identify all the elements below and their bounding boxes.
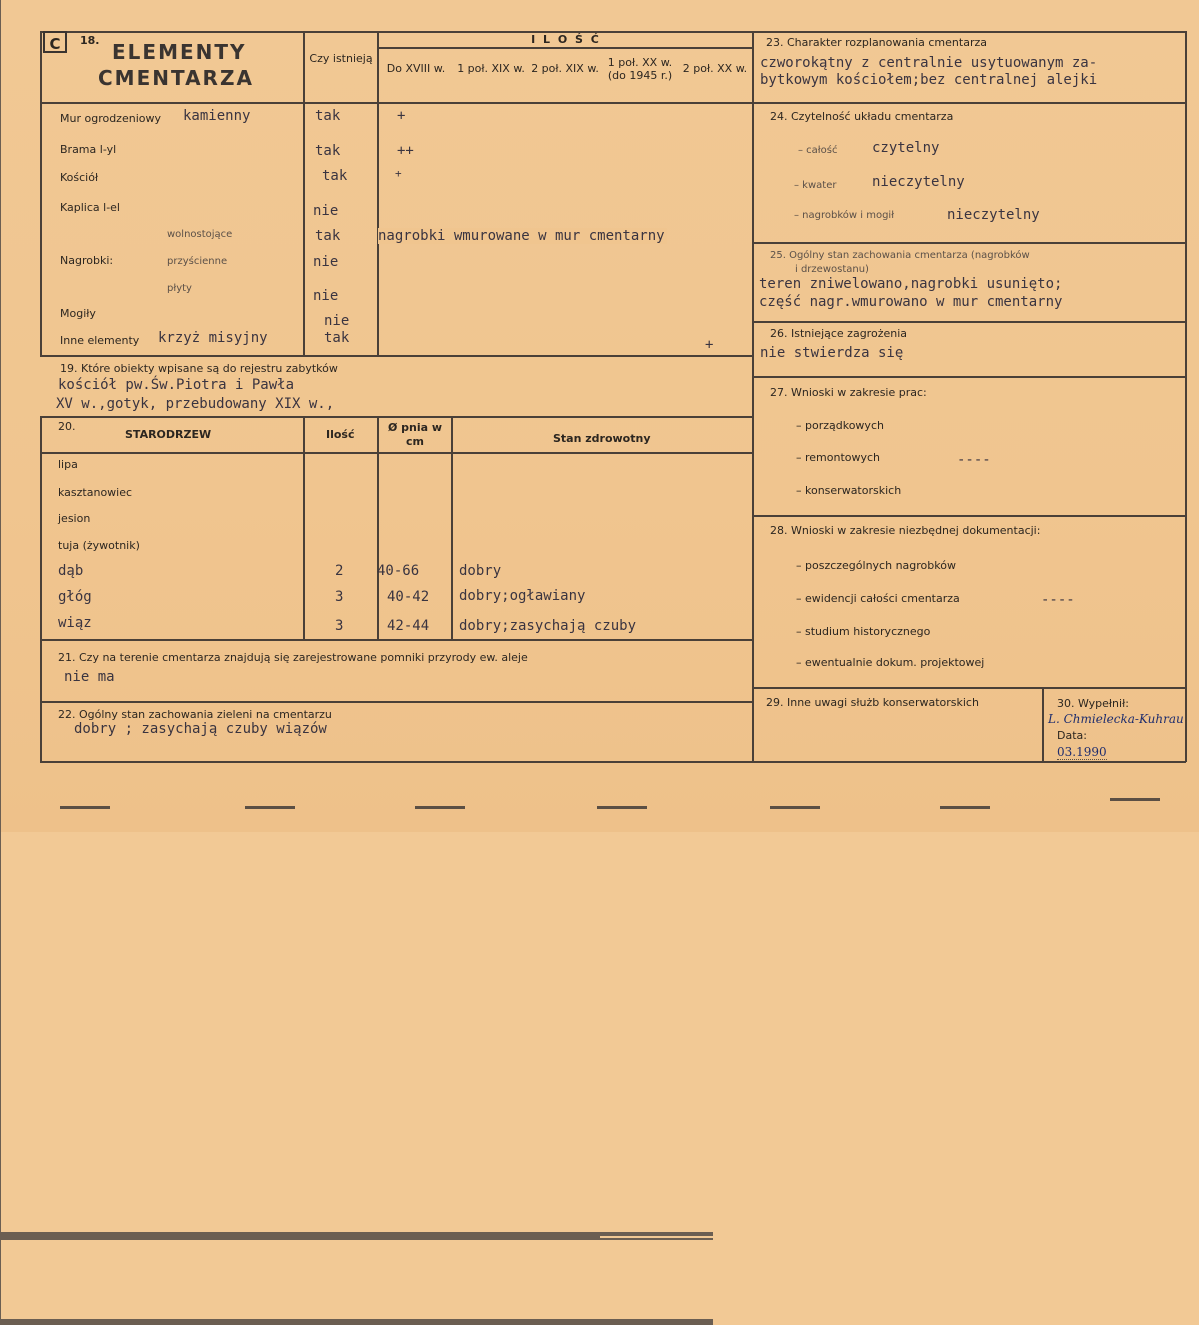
perforation-mark [415,806,465,809]
section-22-label: 22. Ogólny stan zachowania zieleni na cmentarzu [58,708,332,721]
perforation-mark [770,806,820,809]
section-21-bottom [40,701,753,703]
row-label-church: Kościół [60,171,99,184]
title-line-1: ELEMENTY [112,40,247,64]
period-2: 1 poł. XIX w. [457,62,525,75]
section-18-bottom [40,355,753,357]
tree-header-health: Stan zdrowotny [553,432,651,445]
section-24-bottom [752,242,1186,244]
section-19-bottom [40,416,753,418]
mark-gate: ++ [397,143,414,159]
col-divider-p4 [0,924,1,1232]
section-30-label: 30. Wypełnił: [1057,697,1129,710]
row-detail-other: krzyż misyjny [158,330,268,346]
works-cleanup: – porządkowych [796,419,884,432]
tree-count-hawthorn: 3 [335,589,344,605]
middle-divider [752,31,754,762]
tree-header-species: STARODRZEW [125,428,212,441]
tree-diam-elm: 42-44 [387,618,430,634]
perforation-mark [1110,798,1160,801]
section-18-number: 18. [80,34,100,47]
section-28-label: 28. Wnioski w zakresie niezbędnej dokumentacji: [770,524,1041,537]
section-30-divider [1042,687,1044,762]
tree-col-health [451,416,453,640]
section-23-line-2: bytkowym kościołem;bez centralnej alejki [760,72,1098,88]
row-label-freestanding: wolnostojące [167,229,233,240]
perforation-mark [597,806,647,809]
section-22-value: dobry ; zasychają czuby wiązów [74,721,327,737]
bottom-border [40,761,1186,763]
exists-chapel: nie [313,203,339,219]
section-25-line-2: część nagr.wmurowano w mur cmentarny [759,294,1063,310]
section-24-label: 24. Czytelność układu cmentarza [770,110,954,123]
docs-cemetery-registry: – ewidencji całości cmentarza [796,592,960,605]
left-border-upper [40,31,42,356]
perforation-mark [940,806,990,809]
section-27-label: 27. Wnioski w zakresie prac: [770,386,927,399]
exists-church: tak [322,168,348,184]
left-border-lower [40,416,42,762]
docs-cemetery-registry-value: ---- [1041,592,1075,608]
row-label-graves: Mogiły [60,307,96,320]
section-23-bottom [752,102,1186,104]
tree-header-bottom [40,452,753,454]
date-label: Data: [1057,729,1087,742]
period-4: 1 poł. XX w. (do 1945 r.) [607,56,673,82]
perforation-mark [245,806,295,809]
tree-name-hawthorn: głóg [58,589,92,605]
exists-gate: tak [315,143,341,159]
row-label-wall: Mur ogrodzeniowy [60,112,161,125]
section-25-label-2: i drzewostanu) [795,264,869,275]
section-25-line-1: teren zniwelowano,nagrobki usunięto; [759,276,1063,292]
box-letter: C [43,31,67,53]
section-23-label: 23. Charakter rozplanowania cmentarza [766,36,987,49]
col-divider-exists [303,31,305,356]
tree-diam-oak: 40-66 [377,563,420,579]
row-label-other: Inne elementy [60,334,140,347]
section-26-label: 26. Istniejące zagrożenia [770,327,908,340]
exists-slabs: nie [313,288,339,304]
tree-name-linden: lipa [58,458,78,471]
perforation-mark [60,806,110,809]
row-line-8 [0,1239,713,1240]
section-21-value: nie ma [64,669,115,685]
section-19-line-2: XV w.,gotyk, przebudowany XIX w., [56,396,335,412]
section-20-number: 20. [58,420,76,433]
row-label-gate: Brama l-yl [60,143,117,156]
mark-wall: + [397,108,406,124]
exists-wall: tak [315,108,341,124]
works-renovation-value: ---- [957,452,991,468]
section-25-label-1: 25. Ogólny stan zachowania cmentarza (nagrobków [770,250,1030,261]
section-27-bottom [752,515,1186,517]
col-quantity-label: I L O Ś Ć [531,33,601,46]
readability-graves-label: – nagrobków i mogił [794,210,895,221]
col-divider-p2 [0,308,1,616]
section-19-label: 19. Które obiekty wpisane są do rejestru zabytków [60,362,338,375]
filled-by-signature: L. Chmielecka-Kuhrau [1048,712,1184,726]
tree-health-oak: dobry [459,563,502,579]
readability-whole-label: – całość [798,145,838,156]
nagrobki-subdivider [0,1240,1,1319]
works-renovation: – remontowych [796,451,881,464]
exists-other: tak [324,330,350,346]
tree-name-thuja: tuja (żywotnik) [58,539,140,552]
col-divider-p3 [0,616,1,924]
header-bottom-line [40,102,753,104]
works-conservation: – konserwatorskich [796,484,902,497]
exists-wall-mounted: nie [313,254,339,270]
readability-whole-value: czytelny [872,140,940,156]
row-label-wall-mounted: przyścienne [167,256,228,267]
date-value: 03.1990 [1057,745,1107,759]
readability-quarters-label: – kwater [794,180,837,191]
section-28-bottom [752,687,1186,689]
mark-freestanding: nagrobki wmurowane w mur cmentarny [378,228,665,244]
section-19-line-1: kościół pw.Św.Piotra i Pawła [58,377,295,393]
section-25-bottom [752,321,1186,323]
tree-header-count: Ilość [326,428,355,441]
tree-diam-hawthorn: 40-42 [387,589,430,605]
qty-header-line [377,47,753,49]
tree-name-ash: jesion [58,512,91,525]
mark-other: + [705,337,714,353]
readability-quarters-value: nieczytelny [872,174,965,190]
row-label-slabs: płyty [167,283,192,294]
exists-graves: nie [324,313,350,329]
tree-col-diam [377,416,379,640]
tree-count-elm: 3 [335,618,344,634]
period-5: 2 poł. XX w. [682,62,748,75]
col-exists-label: Czy istnieją [309,52,373,65]
section-26-value: nie stwierdza się [760,345,904,361]
tree-name-oak: dąb [58,563,84,579]
tree-health-elm: dobry;zasychają czuby [459,618,637,634]
period-3: 2 poł. XIX w. [531,62,599,75]
tree-header-diameter: Ø pnia w cm [387,421,443,448]
row-label-chapel: Kaplica l-el [60,201,120,214]
readability-graves-value: nieczytelny [947,207,1040,223]
section-26-bottom [752,376,1186,378]
title-line-2: CMENTARZA [98,66,254,90]
exists-freestanding: tak [315,228,341,244]
col-divider-qty [377,31,379,356]
tree-health-hawthorn: dobry;ogławiany [459,588,586,604]
section-23-line-1: czworokątny z centralnie usytuowanym za- [760,55,1098,71]
tree-col-count [303,416,305,640]
tree-count-oak: 2 [335,563,344,579]
section-21-label: 21. Czy na terenie cmentarza znajdują się zarejestrowane pomniki przyrody ew. aleje [58,651,528,664]
period-1: Do XVIII w. [386,62,446,75]
section-29-label: 29. Inne uwagi służb konserwatorskich [766,696,979,709]
docs-historical-study: – studium historycznego [796,625,931,638]
docs-project: – ewentualnie dokum. projektowej [796,656,985,669]
col-divider-p1 [0,0,1,308]
right-border [1185,31,1187,762]
section-20-bottom [40,639,753,641]
row-detail-wall: kamienny [183,108,251,124]
tree-name-chestnut: kasztanowiec [58,486,133,499]
tree-name-elm: wiąz [58,615,92,631]
docs-individual-graves: – poszczególnych nagrobków [796,559,956,572]
row-label-nagrobki: Nagrobki: [60,254,114,267]
mark-church: + [395,167,402,180]
